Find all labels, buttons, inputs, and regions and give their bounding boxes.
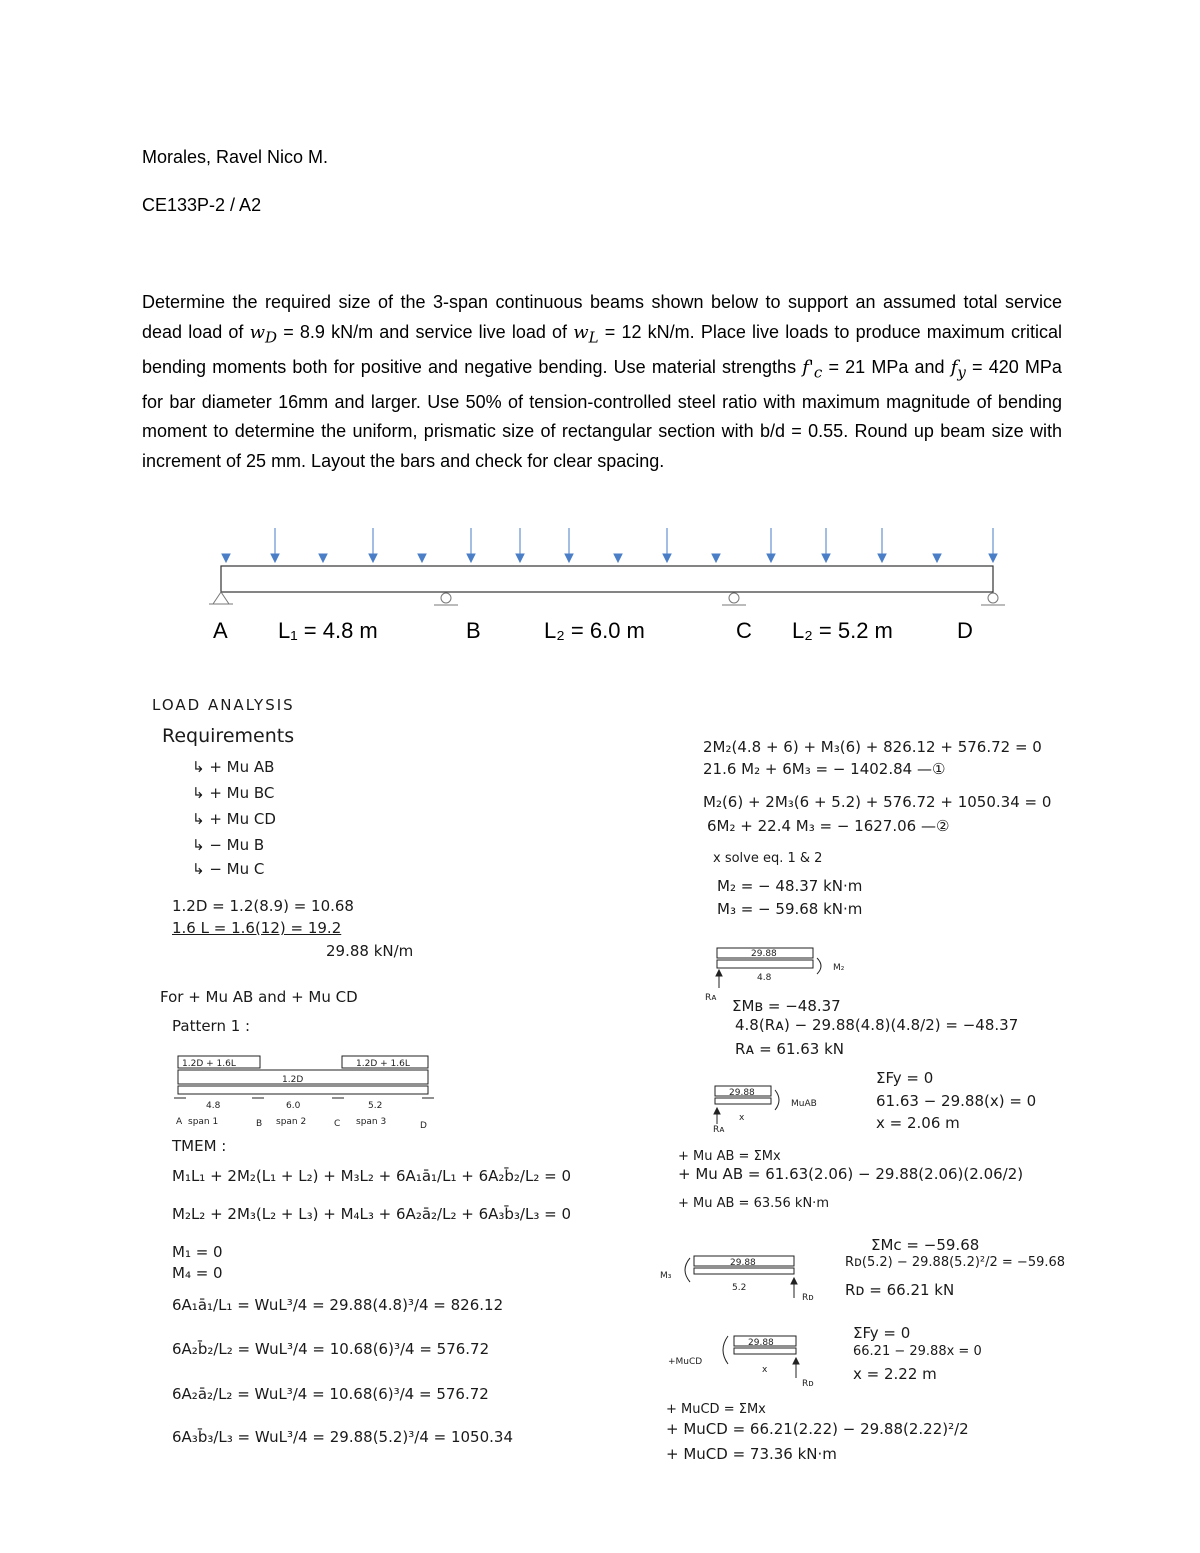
- course-section: CE133P-2 / A2: [142, 195, 262, 215]
- equation-r9: 4.8(Rᴀ) − 29.88(4.8)(4.8/2) = −48.37: [735, 1016, 1019, 1034]
- tmem-equation-1: M₁L₁ + 2M₂(L₁ + L₂) + M₃L₂ + 6A₁ā₁/L₁ + 6A₂b̄₂/L₂ = 0: [172, 1167, 571, 1185]
- fbd-reaction: Rᴅ: [802, 1293, 814, 1303]
- fbd-length: 5.2: [732, 1283, 747, 1293]
- load-arrow: [933, 554, 941, 562]
- load-arrow: [614, 554, 622, 562]
- area-term-3: 6A₂ā₂/L₂ = WuL³/4 = 10.68(6)³/4 = 576.72: [172, 1385, 489, 1403]
- fbd-length: 4.8: [757, 973, 772, 983]
- load-analysis-title: LOAD ANALYSIS: [152, 696, 295, 714]
- support-letter: A: [176, 1117, 183, 1127]
- span-length: 5.2: [368, 1101, 383, 1111]
- problem-text-1: Determine the required size of the 3-span continuous beams shown below to support an assumed total service dead load of: [142, 292, 1062, 342]
- span-length: 6.0: [286, 1101, 301, 1111]
- equation-r19: Rᴅ = 66.21 kN: [845, 1281, 955, 1299]
- live-load-factor: 1.6 L = 1.6(12) = 19.2: [172, 919, 342, 937]
- support-label-a: A: [213, 618, 228, 643]
- equation-r12: 61.63 − 29.88(x) = 0: [876, 1092, 1037, 1110]
- equation-r18: Rᴅ(5.2) − 29.88(5.2)²/2 = −59.68: [845, 1255, 1066, 1270]
- fbd-reaction: Rᴀ: [713, 1125, 725, 1134]
- load-label-dead: 1.2D: [282, 1075, 304, 1085]
- fbd-load: 29.88: [730, 1258, 756, 1268]
- support-letter: B: [256, 1119, 263, 1129]
- beam-diagram: [200, 518, 1030, 658]
- equation-r8: ΣMʙ = −48.37: [732, 997, 841, 1015]
- fbd-mu-cd: [668, 1330, 828, 1390]
- support-label-d: D: [957, 618, 973, 643]
- fbd-moment: +MuCD: [668, 1357, 703, 1367]
- load-arrow: [822, 528, 830, 562]
- moment-m2-result: M₂ = − 48.37 kN·m: [717, 877, 863, 895]
- problem-text-2: = 8.9 kN/m and service live load of: [283, 321, 568, 342]
- support-label-b: B: [466, 618, 481, 643]
- support-c: [722, 593, 746, 605]
- load-arrow: [222, 554, 230, 562]
- span-label-3: L₂ = 5.2 m: [792, 618, 893, 643]
- problem-text-4: = 21 MPa and: [828, 356, 945, 377]
- support-letter: C: [334, 1119, 341, 1129]
- equation-r24: + MuCD = 66.21(2.22) − 29.88(2.22)²/2: [666, 1420, 969, 1438]
- fbd-moment: M₃: [660, 1271, 672, 1281]
- span-label-2: L₂ = 6.0 m: [544, 618, 645, 643]
- support-label-c: C: [736, 618, 752, 643]
- area-term-2: 6A₂b̄₂/L₂ = WuL³/4 = 10.68(6)³/4 = 576.72: [172, 1340, 490, 1358]
- fbd-moment: MuAB: [791, 1099, 817, 1109]
- area-term-4: 6A₃b̄₃/L₃ = WuL³/4 = 29.88(5.2)³/4 = 1050.34: [172, 1428, 514, 1446]
- moment-m4: M₄ = 0: [172, 1264, 223, 1282]
- load-arrow: [712, 554, 720, 562]
- dead-load-factor: 1.2D = 1.2(8.9) = 10.68: [172, 897, 354, 915]
- span-name: span 1: [188, 1117, 219, 1127]
- beam-body: [221, 566, 993, 592]
- load-arrow: [418, 554, 426, 562]
- fbd-load: 29.88: [748, 1338, 774, 1348]
- factored-load-sum: 29.88 kN/m: [326, 942, 414, 960]
- equation-r11: ΣFy = 0: [876, 1069, 934, 1087]
- equation-r21: 66.21 − 29.88x = 0: [853, 1344, 982, 1359]
- fbd-moment: M₂: [833, 963, 845, 973]
- load-arrow: [663, 528, 671, 562]
- fbd-x: x: [739, 1113, 745, 1123]
- load-arrow: [989, 528, 997, 562]
- load-arrow: [467, 528, 475, 562]
- equation-r15: + Mu AB = 61.63(2.06) − 29.88(2.06)(2.06/2): [678, 1165, 1024, 1183]
- load-arrow: [516, 528, 524, 562]
- span-label-1: L₁ = 4.8 m: [278, 618, 378, 643]
- equation-r20: ΣFy = 0: [853, 1324, 911, 1342]
- beam-line: [178, 1086, 428, 1094]
- load-arrow: [878, 528, 886, 562]
- equation-r17: ΣMc = −59.68: [871, 1236, 980, 1254]
- pattern-heading: Pattern 1 :: [172, 1017, 251, 1035]
- equation-r16: + Mu AB = 63.56 kN·m: [678, 1196, 829, 1211]
- fbd-x: x: [762, 1365, 768, 1375]
- solve-note: x solve eq. 1 & 2: [713, 851, 823, 866]
- problem-text-3: = 12 kN/m. Place live loads to produce maximum critical bending moments both for positive and negative bending. Use material strengths: [142, 321, 1062, 377]
- dead-load-symbol: $w_D$: [249, 321, 278, 347]
- span-name: span 3: [356, 1117, 387, 1127]
- support-b: [434, 593, 458, 605]
- load-arrow: [767, 528, 775, 562]
- area-term-1: 6A₁ā₁/L₁ = WuL³/4 = 29.88(4.8)³/4 = 826.12: [172, 1296, 504, 1314]
- equation-r10: Rᴀ = 61.63 kN: [735, 1040, 845, 1058]
- requirement-item: ↳ − Mu B: [192, 836, 265, 854]
- span-length: 4.8: [206, 1101, 221, 1111]
- load-arrow: [369, 528, 377, 562]
- span-name: span 2: [276, 1117, 307, 1127]
- for-heading: For + Mu AB and + Mu CD: [160, 988, 358, 1006]
- live-load-symbol: $w_L$: [573, 321, 599, 347]
- tmem-heading: TMEM :: [172, 1137, 227, 1155]
- requirements-heading: Requirements: [162, 725, 295, 747]
- requirement-item: ↳ − Mu C: [192, 860, 265, 878]
- student-name: Morales, Ravel Nico M.: [142, 147, 329, 167]
- problem-statement: [142, 288, 1062, 476]
- requirement-item: ↳ + Mu AB: [192, 758, 275, 776]
- load-arrow: [319, 554, 327, 562]
- fc-symbol: $f'_c$: [802, 356, 823, 382]
- equation-r4: 6M₂ + 22.4 M₃ = − 1627.06 —②: [707, 817, 950, 835]
- fbd-load: 29.88: [729, 1088, 755, 1098]
- load-arrows: [222, 528, 997, 562]
- equation-r1: 2M₂(4.8 + 6) + M₃(6) + 826.12 + 576.72 = 0: [703, 738, 1042, 756]
- equation-r2: 21.6 M₂ + 6M₃ = − 1402.84 —①: [703, 760, 946, 778]
- load-label-span-1: 1.2D + 1.6L: [182, 1059, 236, 1069]
- equation-r14: + Mu AB = ΣMx: [678, 1149, 781, 1164]
- moment-m1: M₁ = 0: [172, 1243, 223, 1261]
- fbd-span-cd: [660, 1250, 830, 1310]
- load-label-span-3: 1.2D + 1.6L: [356, 1059, 410, 1069]
- pattern-1-diagram: [172, 1052, 442, 1132]
- equation-r13: x = 2.06 m: [876, 1114, 960, 1132]
- requirement-item: ↳ + Mu BC: [192, 784, 275, 802]
- fbd-reaction: Rᴅ: [802, 1379, 814, 1389]
- equation-r3: M₂(6) + 2M₃(6 + 5.2) + 576.72 + 1050.34 = 0: [703, 793, 1052, 811]
- moment-m3-result: M₃ = − 59.68 kN·m: [717, 900, 863, 918]
- fy-symbol: $f_y$: [950, 356, 966, 382]
- tmem-equation-2: M₂L₂ + 2M₃(L₂ + L₃) + M₄L₃ + 6A₂ā₂/L₂ + 6A₃b̄₃/L₃ = 0: [172, 1205, 571, 1223]
- requirement-item: ↳ + Mu CD: [192, 810, 276, 828]
- fbd-mu-ab: [703, 1080, 843, 1134]
- fbd-load: 29.88: [751, 949, 777, 959]
- equation-r23: + MuCD = ΣMx: [666, 1402, 766, 1417]
- equation-r22: x = 2.22 m: [853, 1365, 937, 1383]
- equation-r25: + MuCD = 73.36 kN·m: [666, 1445, 837, 1463]
- load-arrow: [565, 528, 573, 562]
- support-a: [209, 592, 233, 604]
- fbd-reaction: Rᴀ: [705, 993, 717, 1003]
- support-letter: D: [420, 1121, 427, 1131]
- support-d: [981, 593, 1005, 605]
- load-arrow: [271, 528, 279, 562]
- fbd-span-ab: [705, 944, 865, 1004]
- problem-text-5: = 420 MPa for bar diameter 16mm and larger. Use 50% of tension-controlled steel ratio with maximum magnitude of bending moment to determine the uniform, prismatic size of rectangular section with b/d = 0.55. Round up beam size with increment of 25 mm. Layout the bars and check for clear spacing.: [142, 356, 1062, 471]
